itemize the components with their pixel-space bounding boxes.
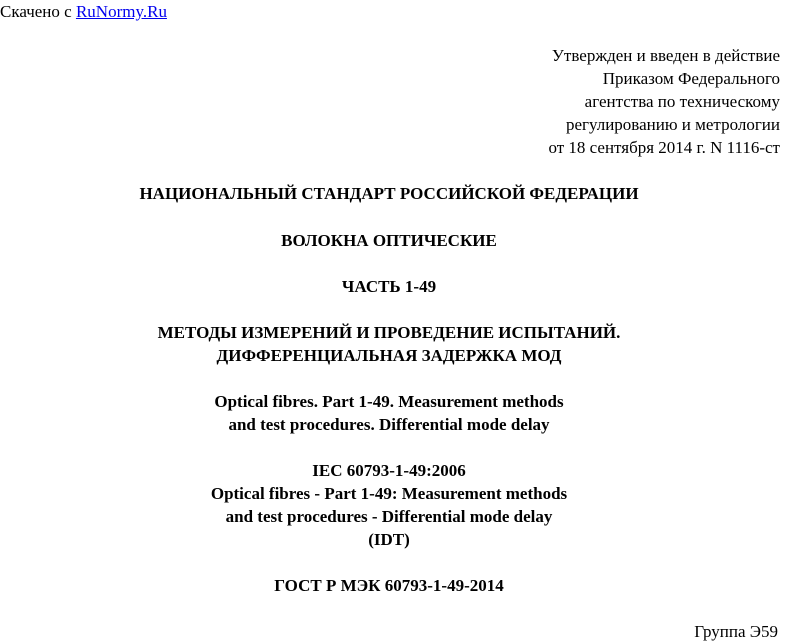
approval-line-2: Приказом Федерального xyxy=(602,69,780,88)
iec-title-line-2: and test procedures - Differential mode delay xyxy=(225,507,553,526)
english-title-line-2: and test procedures. Differential mode delay xyxy=(228,415,550,434)
group-code: Группа Э59 xyxy=(694,622,778,641)
part-heading: ЧАСТЬ 1-49 xyxy=(341,277,437,296)
methods-line-1: МЕТОДЫ ИЗМЕРЕНИЙ И ПРОВЕДЕНИЕ ИСПЫТАНИЙ. xyxy=(157,323,621,342)
approval-line-5: от 18 сентября 2014 г. N 1116-ст xyxy=(548,138,780,157)
subject-heading: ВОЛОКНА ОПТИЧЕСКИЕ xyxy=(281,231,497,250)
approval-line-1: Утвержден и введен в действие xyxy=(551,46,780,65)
download-source xyxy=(0,0,167,23)
idt-marker: (IDT) xyxy=(368,530,410,549)
english-title xyxy=(0,390,778,436)
approval-block xyxy=(548,44,780,159)
runormy-link[interactable]: RuNormy.Ru xyxy=(75,2,167,21)
methods-heading xyxy=(0,321,778,367)
english-title-line-1: Optical fibres. Part 1-49. Measurement methods xyxy=(214,392,564,411)
download-prefix: Скачено с xyxy=(0,2,76,21)
standard-heading: НАЦИОНАЛЬНЫЙ СТАНДАРТ РОССИЙСКОЙ ФЕДЕРАЦИИ xyxy=(139,184,639,203)
iec-title-line-1: Optical fibres - Part 1-49: Measurement methods xyxy=(210,484,568,503)
iec-number: IEC 60793-1-49:2006 xyxy=(312,461,466,480)
iec-reference xyxy=(0,459,778,551)
gost-number: ГОСТ Р МЭК 60793-1-49-2014 xyxy=(274,576,504,595)
methods-line-2: ДИФФЕРЕНЦИАЛЬНАЯ ЗАДЕРЖКА МОД xyxy=(216,346,562,365)
approval-line-3: агентства по техническому xyxy=(584,92,780,111)
approval-line-4: регулированию и метрологии xyxy=(565,115,780,134)
